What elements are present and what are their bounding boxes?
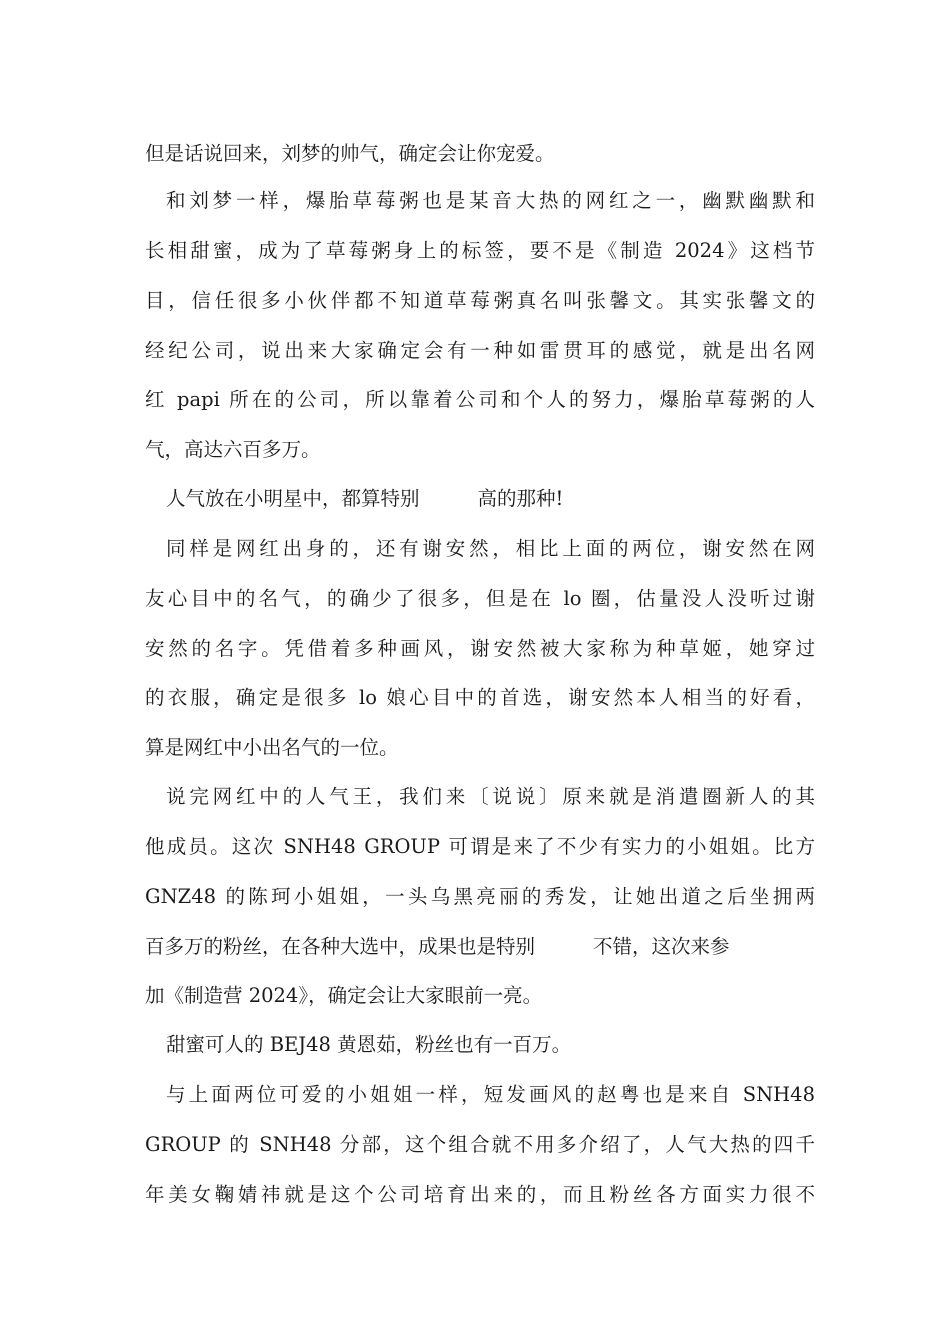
text-line <box>166 482 815 516</box>
text-line: 与上面两位可爱的小姐姐一样，短发画风的赵粤也是来自 SNH48 <box>166 1083 815 1106</box>
text-line: 和刘梦一样，爆胎草莓粥也是某音大热的网红之一，幽默幽默和 <box>166 189 815 212</box>
text-line: 甜蜜可人的 BEJ48 黄恩茹，粉丝也有一百万。 <box>166 1033 572 1056</box>
text-line: 但是话说回来，刘梦的帅气，确定会让你宠爱。 <box>145 142 555 165</box>
text-line: 友心目中的名气，的确少了很多，但是在 lo 圈，估量没人没听过谢 <box>145 587 815 610</box>
text-line: 气，高达六百多万。 <box>145 438 321 461</box>
text-line: 安然的名字。凭借着多种画风，谢安然被大家称为种草姬，她穿过 <box>145 637 815 660</box>
text-line: 经纪公司，说出来大家确定会有一种如雷贯耳的感觉，就是出名网 <box>145 339 815 362</box>
text-line: 的衣服，确定是很多 lo 娘心目中的首选，谢安然本人相当的好看， <box>145 686 815 709</box>
text-line: 年美女鞠婧祎就是这个公司培育出来的，而且粉丝各方面实力很不 <box>145 1183 815 1206</box>
text-segment: 百多万的粉丝，在各种大选中，成果也是特别 <box>145 935 536 958</box>
text-line: 加《制造营 2024》，确定会让大家眼前一亮。 <box>145 984 543 1007</box>
text-segment: 高的那种! <box>477 487 564 510</box>
text-line: 他成员。这次 SNH48 GROUP 可谓是来了不少有实力的小姐姐。比方 <box>145 835 815 858</box>
text-segment: 人气放在小明星中，都算特别 <box>166 487 420 510</box>
text-line: 算是网红中小出名气的一位。 <box>145 736 399 759</box>
text-line: 同样是网红出身的，还有谢安然，相比上面的两位，谢安然在网 <box>166 537 815 560</box>
text-line: 目，信任很多小伙伴都不知道草莓粥真名叫张馨文。其实张馨文的 <box>145 289 815 312</box>
text-line: 红 papi 所在的公司，所以靠着公司和个人的努力，爆胎草莓粥的人 <box>145 388 815 411</box>
text-line: GROUP 的 SNH48 分部，这个组合就不用多介绍了，人气大热的四千 <box>145 1133 815 1156</box>
text-line: 说完网红中的人气王，我们来〔说说〕原来就是消遣圈新人的其 <box>166 785 815 808</box>
text-segment: 不错，这次来参 <box>593 935 730 958</box>
text-line: GNZ48 的陈珂小姐姐，一头乌黑亮丽的秀发，让她出道之后坐拥两 <box>145 885 815 908</box>
text-line <box>145 930 815 964</box>
text-line: 长相甜蜜，成为了草莓粥身上的标签，要不是《制造 2024》这档节 <box>145 239 815 262</box>
